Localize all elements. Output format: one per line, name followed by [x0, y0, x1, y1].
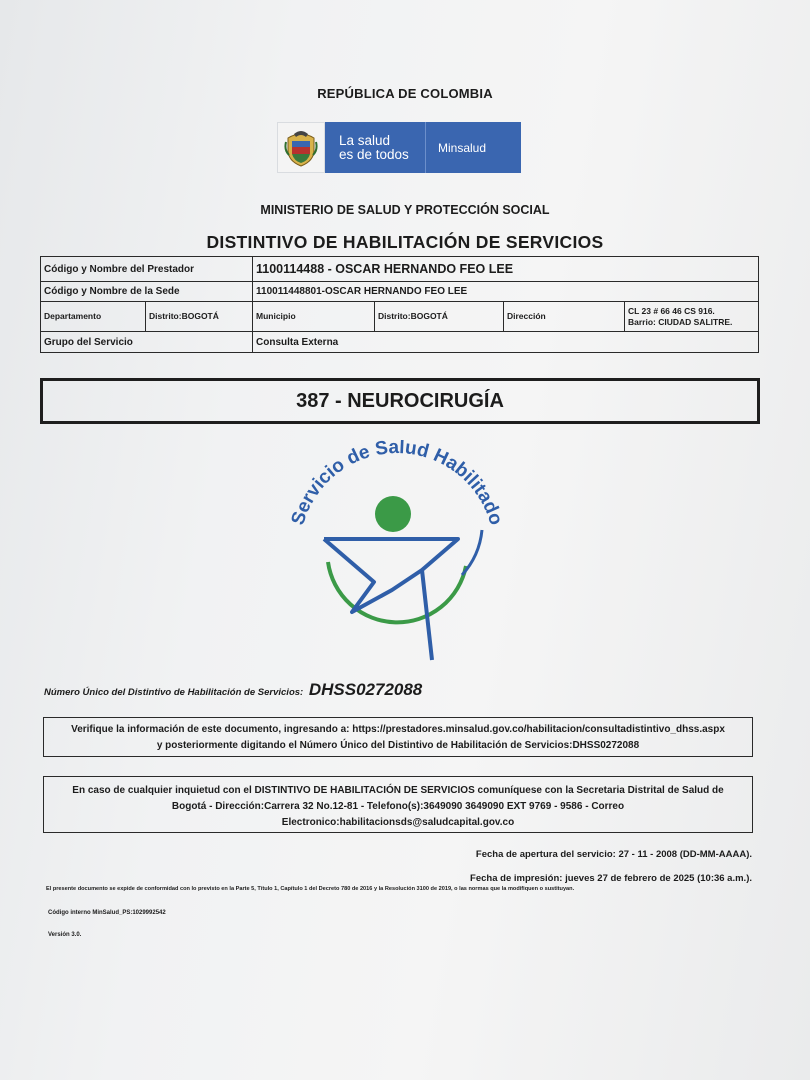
- departamento-label: Departamento: [41, 302, 146, 332]
- open-date: Fecha de apertura del servicio: 27 - 11 - 2008 (DD-MM-AAAA).: [475, 849, 752, 860]
- dhss-code: DHSS0272088: [308, 680, 423, 699]
- municipio-value: Distrito:BOGOTÁ: [375, 302, 504, 332]
- internal-code: Código interno MinSalud_PS:1029992542: [48, 910, 166, 916]
- contact-line1: En caso de cualquier inquietud con el DISTINTIVO DE HABILITACIÓN DE SERVICIOS comuníquese con la Secretaria Distrital de Salud de: [72, 785, 724, 796]
- logo-slogan-line1: La salud: [339, 132, 391, 148]
- sede-value: 110011448801-OSCAR HERNANDO FEO LEE: [253, 282, 759, 302]
- table-row: [41, 282, 759, 302]
- dhss-line: [44, 680, 422, 700]
- seal-head: [375, 496, 411, 532]
- verify-box: [43, 717, 753, 757]
- table-row: [41, 257, 759, 282]
- municipio-label: Municipio: [253, 302, 375, 332]
- habilitado-seal-icon: [282, 440, 512, 670]
- logo-slogan: [325, 134, 425, 162]
- direccion-value: [625, 302, 759, 332]
- minsalud-logo: [277, 122, 521, 173]
- dhss-label: Número Único del Distintivo de Habilitación de Servicios:: [44, 687, 304, 698]
- contact-line3: Electronico:habilitacionsds@saludcapital.gov.co: [281, 817, 515, 828]
- departamento-value: Distrito:BOGOTÁ: [146, 302, 253, 332]
- direccion-line2: Barrio: CIUDAD SALITRE.: [628, 316, 733, 327]
- service-name: 387 - NEUROCIRUGÍA: [296, 389, 504, 412]
- direccion-label: Dirección: [504, 302, 625, 332]
- verify-line2: y posteriormente digitando el Número Único del Distintivo de Habilitación de Servicios:DHSS0272088: [156, 740, 640, 751]
- prestador-label: Código y Nombre del Prestador: [41, 257, 253, 282]
- seal-text: Servicio de Salud Habilitado: [287, 440, 507, 528]
- logo-brand: Minsalud: [438, 140, 487, 155]
- grupo-label: Grupo del Servicio: [41, 332, 253, 353]
- sede-label: Código y Nombre de la Sede: [41, 282, 253, 302]
- logo-slogan-line2: es de todos: [339, 146, 409, 162]
- service-name-box: [40, 378, 760, 424]
- seal-green-arc: [328, 562, 466, 622]
- grupo-value: Consulta Externa: [253, 332, 759, 353]
- table-row: [41, 332, 759, 353]
- logo-banner: [325, 122, 521, 173]
- contact-box: [43, 776, 753, 833]
- version-label: Versión 3.0.: [48, 932, 82, 938]
- direccion-line1: CL 23 # 66 46 CS 916.: [628, 305, 715, 316]
- document-title: DISTINTIVO DE HABILITACIÓN DE SERVICIOS: [206, 232, 604, 252]
- provider-info-table: [40, 256, 759, 353]
- country-heading: REPÚBLICA DE COLOMBIA: [317, 86, 493, 101]
- verify-line1: Verifique la información de este documento, ingresando a: https://prestadores.minsalud.gov.co/habilitacion/consultadistintivo_dhss.aspx: [71, 724, 725, 735]
- ministry-heading: MINISTERIO DE SALUD Y PROTECCIÓN SOCIAL: [260, 203, 550, 217]
- legal-notice: El presente documento se expide de conformidad con lo previsto en la Parte 5, Título 1, Capítulo 1 del Decreto 780 de 2016 y la Resolución 3100 de 2019, o las normas que la modifiquen o sustituyan.: [46, 886, 575, 892]
- contact-line2: Bogotá - Dirección:Carrera 32 No.12-81 - Telefono(s):3649090 3649090 EXT 9769 - 9586 - Correo: [171, 801, 625, 812]
- prestador-value: 1100114488 - OSCAR HERNANDO FEO LEE: [253, 257, 759, 282]
- table-row: [41, 302, 759, 332]
- print-date: Fecha de impresión: jueves 27 de febrero de 2025 (10:36 a.m.).: [470, 873, 752, 884]
- coat-of-arms-icon: [277, 122, 325, 173]
